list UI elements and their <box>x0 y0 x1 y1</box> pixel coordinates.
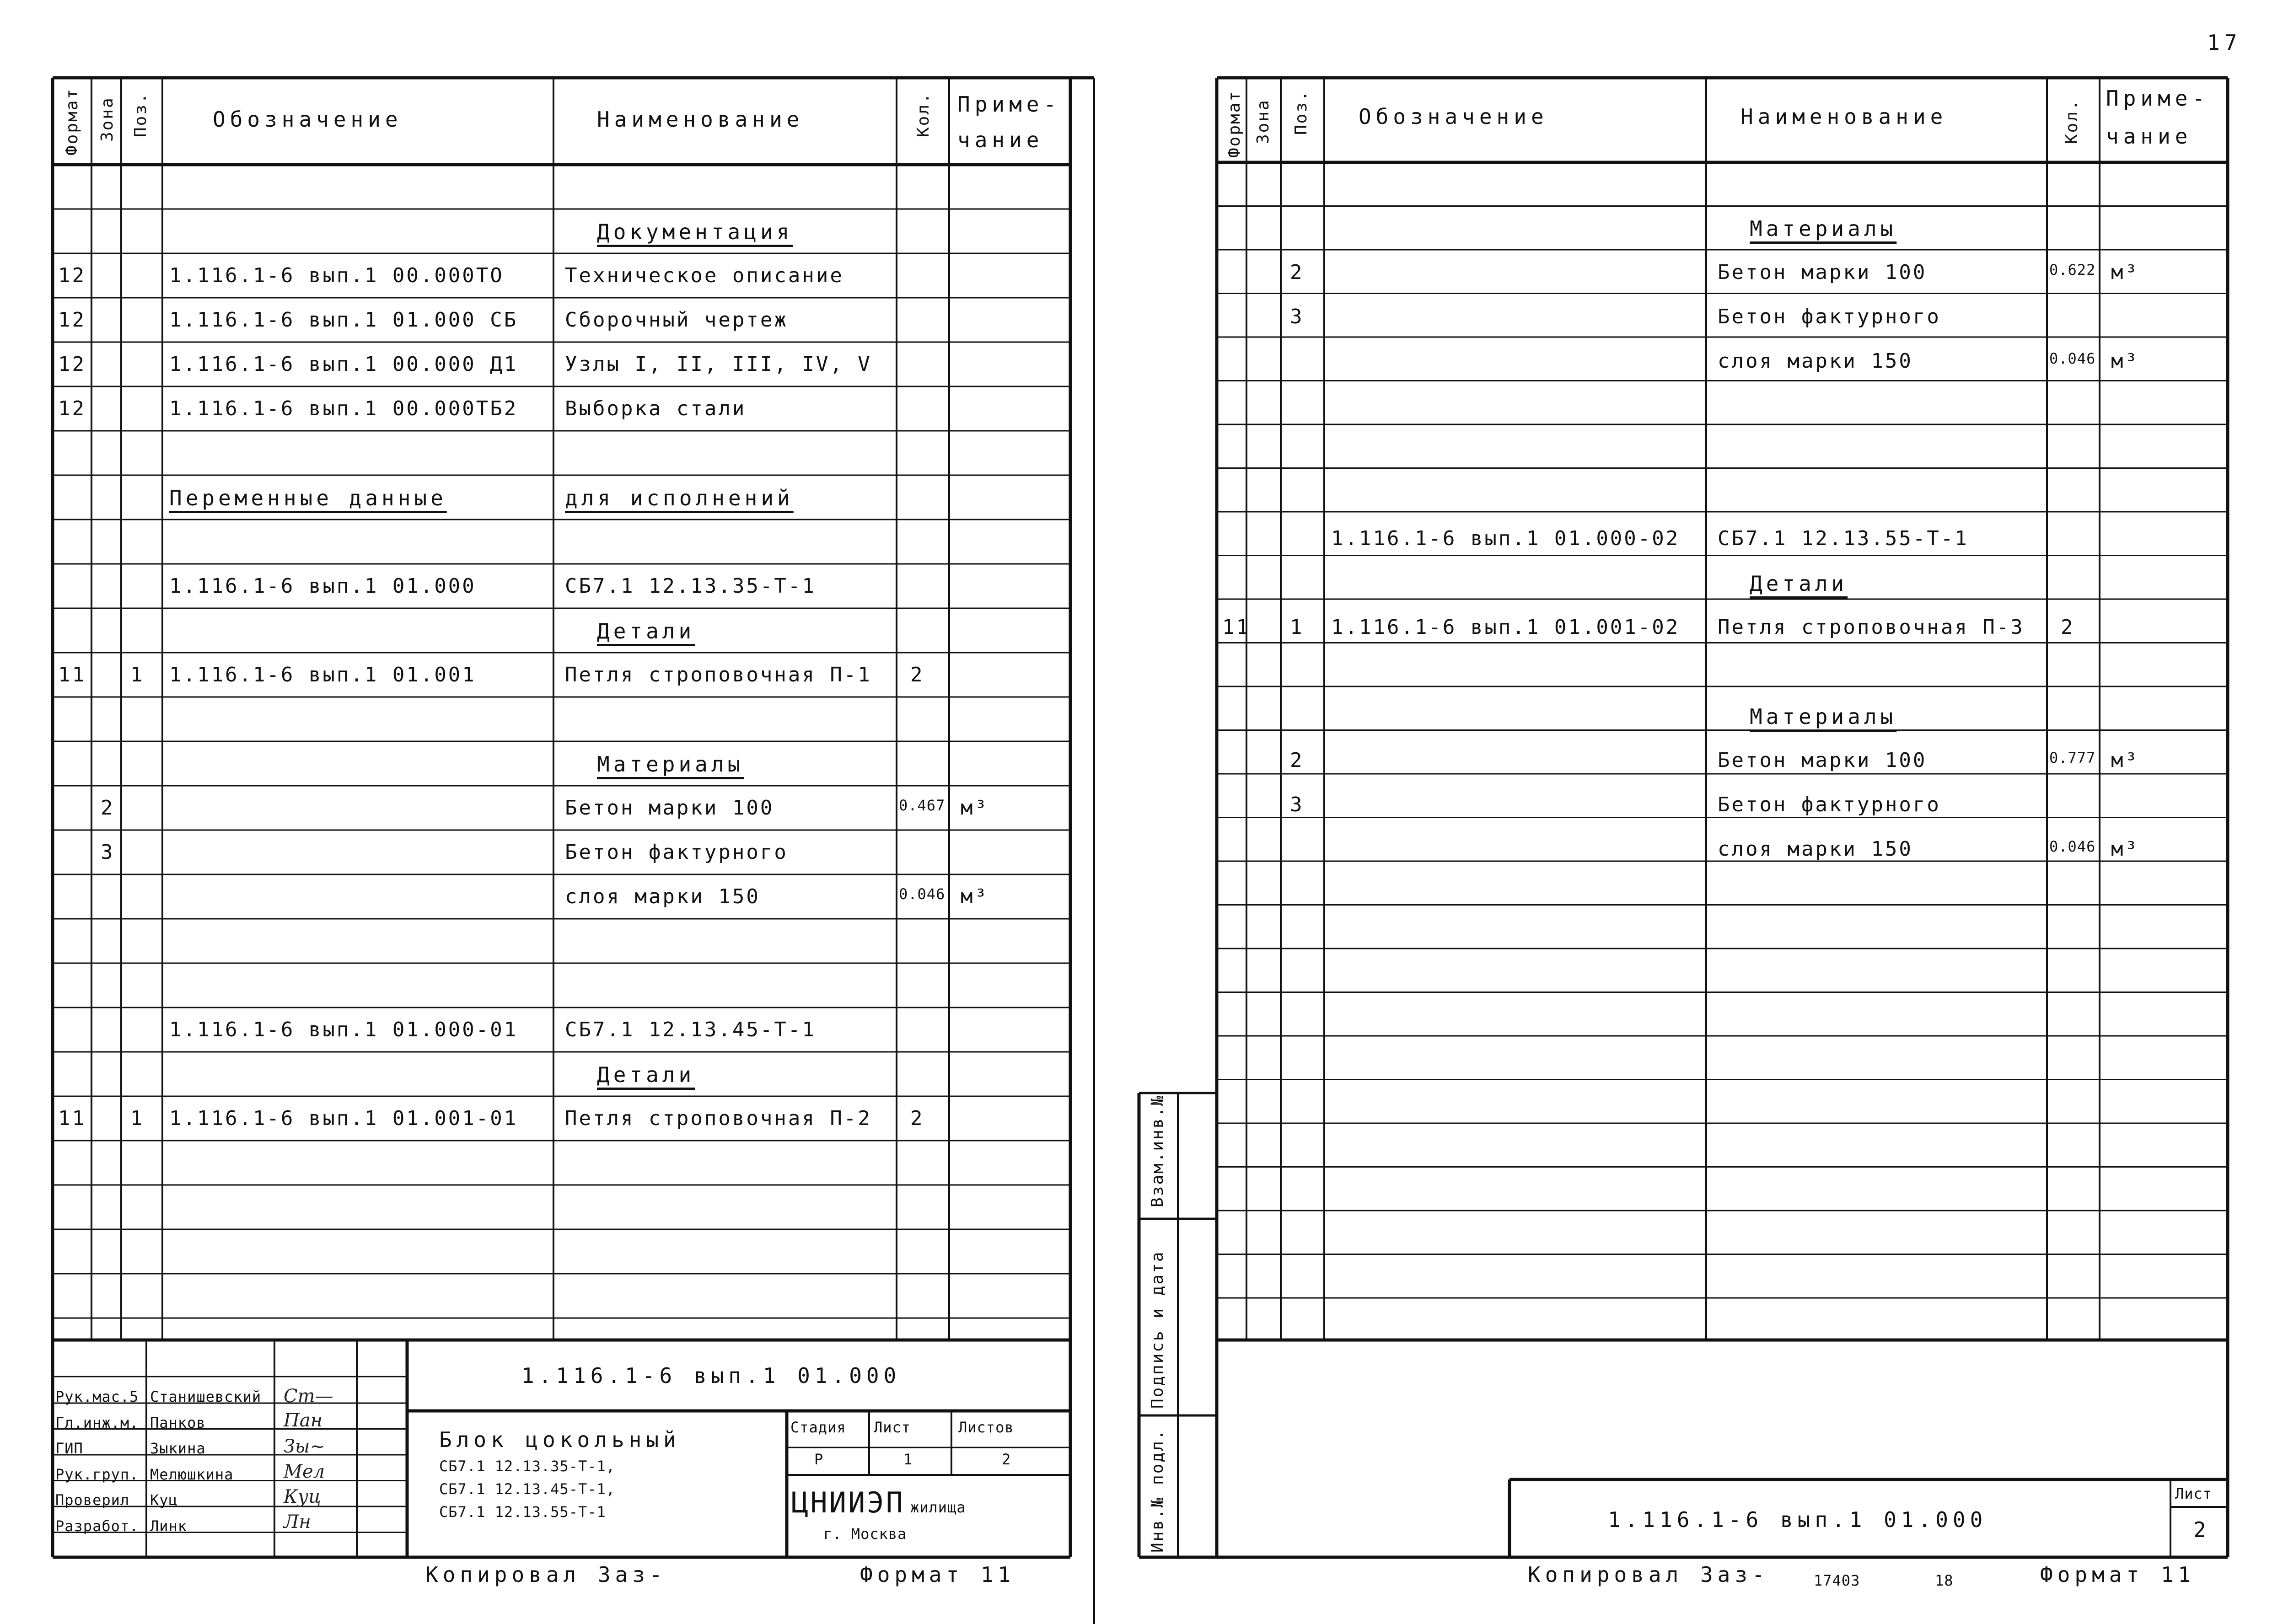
header-note-1: Приме- <box>2106 86 2210 111</box>
org-city: г. Москва <box>823 1525 907 1543</box>
stage-value: Р <box>814 1451 824 1468</box>
signer-name: Мелюшкина <box>150 1465 234 1483</box>
row-designation: 1.116.1-6 вып.1 01.001-01 <box>169 1106 518 1130</box>
side-label-signature-date: Подпись и дата <box>1148 1250 1167 1409</box>
row-pos: 1 <box>1290 616 1304 639</box>
row-designation: 1.116.1-6 вып.1 00.000ТБ2 <box>169 397 518 420</box>
row-note: м³ <box>2111 837 2139 861</box>
row-designation: 1.116.1-6 вып.1 01.001 <box>169 663 476 686</box>
side-label-original-inventory: Инв.№ подл. <box>1148 1428 1167 1553</box>
row-name: слоя марки 150 <box>1718 349 1913 373</box>
row-designation: 1.116.1-6 вып.1 01.000-02 <box>1331 527 1680 550</box>
signer-role: Рук.мас.5 <box>55 1388 139 1405</box>
right-doc-code: 1.116.1-6 вып.1 01.000 <box>1608 1507 1988 1532</box>
row-qty: 0.777 <box>2049 749 2096 766</box>
signer-name: Куц <box>150 1491 178 1509</box>
signer-name: Зыкина <box>150 1440 206 1457</box>
footer-copied-left: Копировал Заз- <box>425 1562 667 1587</box>
signer-role: ГИП <box>55 1440 83 1457</box>
row-name: слоя марки 150 <box>565 884 760 908</box>
signer-role: Проверил <box>55 1491 130 1509</box>
row-pos: 2 <box>1290 749 1304 772</box>
signer-role: Рук.груп. <box>55 1465 139 1483</box>
header-designation: Обозначение <box>1359 104 1548 129</box>
stage-label: Стадия <box>790 1419 846 1436</box>
row-note: м³ <box>961 884 988 908</box>
right-sheet-value: 2 <box>2193 1517 2211 1542</box>
handwritten-signature: Зы~ <box>284 1436 326 1457</box>
sheet-value: 1 <box>903 1451 913 1468</box>
signer-role: Разработ. <box>55 1517 139 1535</box>
handwritten-signature: Пан <box>284 1410 323 1431</box>
row-qty: 0.046 <box>2049 350 2096 367</box>
section-heading: для исполнений <box>565 485 794 510</box>
row-format: 11 <box>58 1106 86 1130</box>
header-zone: Зона <box>98 96 117 142</box>
row-name: Узлы I, II, III, IV, V <box>565 352 872 376</box>
section-heading: Материалы <box>597 751 744 777</box>
section-heading: Детали <box>1750 571 1848 596</box>
signer-name: Панков <box>150 1414 206 1431</box>
row-name: СБ7.1 12.13.55-Т-1 <box>1718 527 1969 550</box>
row-name: Петля строповочная П-2 <box>565 1106 872 1130</box>
section-heading: Материалы <box>1750 704 1897 729</box>
row-pos: 2 <box>1290 261 1304 284</box>
header-designation: Обозначение <box>213 107 403 132</box>
right-sheet-label: Лист <box>2175 1485 2213 1502</box>
row-qty: 2 <box>910 663 924 686</box>
header-pos: Поз. <box>131 92 150 137</box>
row-pos: 3 <box>1290 305 1304 328</box>
title-line-2: СБ7.1 12.13.35-Т-1, <box>439 1458 616 1475</box>
row-pos: 3 <box>1290 793 1304 816</box>
row-pos: 1 <box>130 663 145 686</box>
header-format: Формат <box>63 87 81 155</box>
header-qty: Кол. <box>2063 99 2081 144</box>
row-note: м³ <box>961 796 988 820</box>
sheet-label: Лист <box>874 1419 911 1436</box>
footer-number-1: 17403 <box>1814 1572 1860 1589</box>
row-name: Петля строповочная П-3 <box>1718 616 2025 639</box>
handwritten-signature: Лн <box>284 1511 311 1533</box>
row-format: 12 <box>58 308 86 332</box>
row-name: Бетон фактурного <box>565 840 788 864</box>
row-note: м³ <box>2111 749 2139 772</box>
title-line-3: СБ7.1 12.13.45-Т-1, <box>439 1480 616 1498</box>
footer-copied-right: Копировал Заз- <box>1528 1562 1769 1587</box>
row-designation: 1.116.1-6 вып.1 01.000 СБ <box>169 308 518 332</box>
row-name: Бетон фактурного <box>1718 793 1941 816</box>
row-format: 11 <box>58 663 86 686</box>
row-designation: 1.116.1-6 вып.1 00.000ТО <box>169 263 504 287</box>
row-format: 12 <box>58 263 86 287</box>
row-name: слоя марки 150 <box>1718 837 1913 861</box>
section-heading: Материалы <box>1750 216 1897 241</box>
row-designation: 1.116.1-6 вып.1 01.000 <box>169 574 476 598</box>
row-note: м³ <box>2111 349 2139 373</box>
signer-role: Гл.инж.м. <box>55 1414 139 1431</box>
row-qty: 0.046 <box>899 885 945 903</box>
page-number: 17 <box>2207 30 2242 55</box>
section-heading: Детали <box>597 618 695 643</box>
section-heading: Детали <box>597 1062 695 1087</box>
row-name: Бетон фактурного <box>1718 305 1941 328</box>
row-qty: 2 <box>2061 616 2075 639</box>
title-line-1: Блок цокольный <box>439 1427 681 1452</box>
row-note: м³ <box>2111 261 2139 284</box>
signer-name: Станишевский <box>150 1388 262 1405</box>
header-pos: Поз. <box>1292 90 1311 135</box>
row-name: Выборка стали <box>565 397 747 420</box>
row-name: Сборочный чертеж <box>565 308 788 332</box>
row-zone: 2 <box>101 796 115 820</box>
title-doc-code: 1.116.1-6 вып.1 01.000 <box>521 1363 901 1388</box>
footer-format-left: Формат 11 <box>860 1562 1015 1587</box>
row-zone: 3 <box>101 840 115 864</box>
row-name: Петля строповочная П-1 <box>565 663 872 686</box>
handwritten-signature: Мел <box>284 1461 325 1482</box>
header-note-2: чание <box>957 128 1044 152</box>
title-line-4: СБ7.1 12.13.55-Т-1 <box>439 1503 606 1521</box>
row-name: СБ7.1 12.13.45-Т-1 <box>565 1018 816 1041</box>
handwritten-signature: Ст— <box>284 1386 333 1407</box>
header-note-2: чание <box>2106 124 2192 149</box>
header-format: Формат <box>1225 90 1244 158</box>
sheets-label: Листов <box>958 1419 1014 1436</box>
row-name: СБ7.1 12.13.35-Т-1 <box>565 574 816 598</box>
row-name: Техническое описание <box>565 263 844 287</box>
row-name: Бетон марки 100 <box>1718 261 1927 284</box>
row-designation: Переменные данные <box>169 485 447 510</box>
row-qty: 0.467 <box>899 796 945 814</box>
row-name: Бетон марки 100 <box>1718 749 1927 772</box>
signer-name: Линк <box>150 1517 188 1535</box>
sheets-value: 2 <box>1002 1451 1011 1468</box>
row-pos: 1 <box>130 1106 145 1130</box>
footer-number-2: 18 <box>1935 1572 1954 1589</box>
header-qty: Кол. <box>914 92 933 137</box>
header-name: Наименование <box>597 107 804 132</box>
side-label-replaced-inventory: Взам.инв.№ <box>1148 1094 1167 1207</box>
row-qty: 0.046 <box>2049 838 2096 855</box>
row-format: 12 <box>58 397 86 420</box>
row-qty: 2 <box>910 1106 924 1130</box>
header-zone: Зона <box>1254 99 1273 144</box>
row-format: 12 <box>58 352 86 376</box>
header-note-1: Приме- <box>957 92 1061 117</box>
handwritten-signature: Куц <box>284 1486 322 1507</box>
row-format: 11 <box>1222 616 1250 639</box>
org-small: жилища <box>910 1499 966 1516</box>
header-name: Наименование <box>1740 104 1948 129</box>
row-designation: 1.116.1-6 вып.1 01.000-01 <box>169 1018 518 1041</box>
row-qty: 0.622 <box>2049 261 2096 279</box>
row-designation: 1.116.1-6 вып.1 01.001-02 <box>1331 616 1680 639</box>
section-heading: Документация <box>597 219 793 244</box>
footer-format-right: Формат 11 <box>2040 1562 2196 1587</box>
row-designation: 1.116.1-6 вып.1 00.000 Д1 <box>169 352 518 376</box>
row-name: Бетон марки 100 <box>565 796 774 820</box>
org-main: ЦНИИЭП <box>791 1486 905 1519</box>
